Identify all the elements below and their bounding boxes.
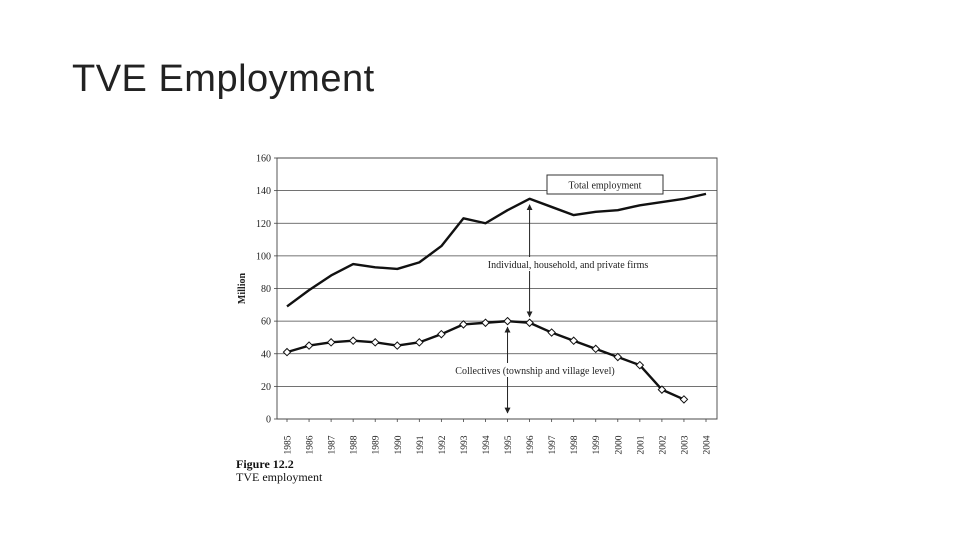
collectives-marker [614, 353, 621, 360]
collectives-marker [592, 345, 599, 352]
slide-title: TVE Employment [72, 58, 375, 100]
x-tick-label: 2001 [636, 435, 647, 455]
y-axis-label: Million [237, 272, 248, 305]
collectives-marker [305, 342, 312, 349]
x-tick-label: 2003 [680, 435, 691, 455]
x-tick-label: 1993 [459, 435, 470, 455]
collectives-marker [350, 337, 357, 344]
x-tick-label: 1992 [437, 435, 448, 455]
x-tick-label: 1999 [592, 435, 603, 455]
collectives-annotation: Collectives (township and village level) [455, 366, 615, 377]
y-tick-label: 140 [256, 186, 271, 198]
figure-caption: TVE employment [236, 470, 323, 484]
collectives-line [287, 321, 684, 399]
x-tick-label: 1986 [305, 435, 316, 455]
collectives-marker [328, 339, 335, 346]
collectives-marker [680, 396, 687, 403]
y-tick-label: 120 [256, 218, 271, 230]
x-tick-label: 1987 [327, 435, 338, 455]
x-tick-label: 2000 [614, 435, 625, 455]
collectives-marker [460, 321, 467, 328]
total-employment-line [287, 194, 706, 307]
collectives-marker [283, 349, 290, 356]
x-tick-label: 1991 [415, 435, 426, 455]
x-tick-label: 1989 [371, 435, 382, 455]
y-tick-label: 60 [261, 316, 271, 328]
y-tick-label: 40 [261, 349, 271, 361]
y-tick-label: 80 [261, 284, 271, 295]
x-tick-label: 1998 [570, 435, 581, 455]
y-tick-label: 160 [256, 153, 271, 165]
total-employment-annotation: Total employment [568, 180, 642, 192]
x-tick-label: 1985 [283, 435, 294, 455]
collectives-marker [416, 339, 423, 346]
x-tick-label: 1994 [481, 435, 492, 455]
figure-number: Figure 12.2 [236, 457, 294, 471]
collectives-marker [372, 339, 379, 346]
collectives-marker [438, 331, 445, 338]
collectives-marker [570, 337, 577, 344]
collectives-marker [394, 342, 401, 349]
y-tick-label: 100 [256, 251, 271, 263]
x-tick-label: 1995 [504, 435, 515, 455]
collectives-marker [548, 329, 555, 336]
x-tick-label: 2004 [702, 435, 713, 455]
x-tick-label: 2002 [658, 435, 669, 455]
x-tick-label: 1988 [349, 435, 360, 455]
collectives-marker [526, 319, 533, 326]
x-tick-label: 1997 [548, 435, 559, 455]
x-tick-label: 1996 [526, 435, 537, 455]
y-tick-label: 20 [261, 381, 271, 393]
collectives-marker [482, 319, 489, 326]
collectives-marker [504, 318, 511, 325]
x-tick-label: 1990 [393, 435, 404, 455]
private-firms-annotation: Individual, household, and private firms [487, 260, 649, 271]
y-tick-label: 0 [266, 414, 271, 426]
